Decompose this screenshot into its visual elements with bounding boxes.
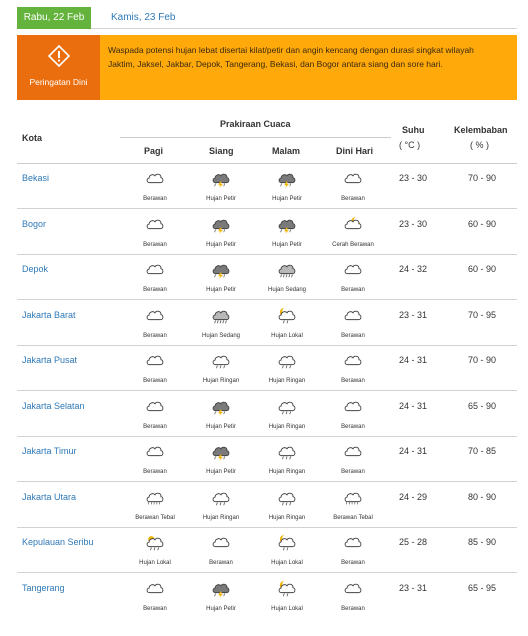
forecast-label: Hujan Lokal: [139, 560, 171, 566]
forecast-cell-pagi: [120, 169, 190, 207]
light-rain-icon: [276, 488, 298, 508]
tab-kamis[interactable]: Kamis, 23 Feb: [111, 12, 176, 23]
city-link[interactable]: Jakarta Pusat: [22, 355, 78, 365]
cloud-icon: [144, 169, 166, 189]
city-link[interactable]: Bogor: [22, 218, 47, 229]
rain-icon: [276, 260, 298, 280]
heavy-cloud-icon: [144, 488, 166, 508]
forecast-label: Hujan Petir: [206, 605, 236, 612]
forecast-cell-pagi: [120, 215, 190, 253]
forecast-label: Hujan Ringan: [268, 423, 306, 430]
forecast-label: Cerah Berawan: [332, 241, 374, 248]
forecast-label: Hujan Petir: [206, 287, 236, 293]
forecast-cell-siang: [186, 442, 256, 480]
humidity-value: 70 - 90: [467, 355, 497, 365]
date-tabs: [17, 7, 517, 29]
thunderstorm-icon: [210, 215, 232, 235]
forecast-label: Berawan: [143, 287, 167, 293]
early-warning-badge: [17, 35, 100, 100]
moon-rain-icon: [276, 579, 298, 599]
cloud-icon: [342, 169, 364, 189]
city-link[interactable]: Kepulauan Seribu: [22, 537, 94, 547]
temperature-value: 24 - 29: [398, 491, 428, 502]
light-rain-icon: [276, 351, 298, 371]
forecast-cell-pagi: [120, 397, 190, 435]
forecast-label: Hujan Ringan: [202, 378, 240, 384]
temperature-value: 23 - 31: [398, 582, 428, 593]
forecast-label: Berawan: [341, 332, 365, 339]
forecast-cell-siang: [186, 260, 256, 298]
moon-rain-icon: [276, 306, 298, 326]
thunderstorm-icon: [210, 397, 232, 417]
forecast-label: Hujan Petir: [206, 469, 236, 475]
cloud-icon: [342, 351, 364, 371]
city-link[interactable]: Jakarta Utara: [22, 491, 77, 502]
table-row: [17, 255, 517, 300]
header-dini-hari: Dini Hari: [336, 146, 374, 156]
forecast-label: Hujan Sedang: [201, 332, 241, 339]
forecast-cell-dini: [318, 260, 388, 298]
forecast-label: Berawan: [143, 332, 167, 339]
table-row: [17, 392, 517, 437]
header-kelembaban-unit: ( % ): [470, 140, 489, 150]
forecast-label: Berawan: [341, 560, 365, 566]
forecast-cell-pagi: [120, 579, 190, 617]
forecast-cell-siang: [186, 306, 256, 344]
forecast-cell-malam: [252, 488, 322, 526]
moon-cloud-icon: [342, 215, 364, 235]
forecast-label: Berawan: [341, 196, 365, 202]
forecast-label: Hujan Lokal: [271, 560, 303, 566]
table-row: [17, 301, 517, 346]
forecast-label: Berawan Tebal: [135, 514, 175, 521]
forecast-cell-siang: [186, 397, 256, 435]
header-divider: [120, 137, 391, 138]
forecast-label: Berawan: [209, 560, 233, 566]
temperature-value: 24 - 31: [398, 446, 428, 456]
forecast-cell-malam: [252, 306, 322, 344]
forecast-label: Berawan: [143, 241, 167, 248]
forecast-label: Hujan Ringan: [268, 514, 306, 521]
forecast-cell-siang: [186, 579, 256, 617]
forecast-cell-dini: [318, 306, 388, 344]
cloud-icon: [144, 579, 166, 599]
cloud-icon: [144, 351, 166, 371]
forecast-cell-dini: [318, 169, 388, 207]
temperature-value: 25 - 28: [398, 537, 428, 547]
header-kota: Kota: [22, 133, 42, 143]
cloud-icon: [144, 306, 166, 326]
table-row: [17, 528, 517, 573]
forecast-cell-pagi: [120, 351, 190, 389]
forecast-cell-pagi: [120, 488, 190, 526]
cloud-icon: [342, 306, 364, 326]
thunderstorm-icon: [276, 215, 298, 235]
thunderstorm-icon: [210, 260, 232, 280]
forecast-cell-dini: [318, 215, 388, 253]
forecast-cell-malam: [252, 215, 322, 253]
forecast-label: Hujan Petir: [206, 423, 236, 430]
forecast-label: Berawan: [341, 469, 365, 475]
forecast-cell-dini: [318, 351, 388, 389]
cloud-icon: [342, 442, 364, 462]
rain-icon: [210, 306, 232, 326]
header-suhu: Suhu: [402, 125, 425, 135]
forecast-cell-siang: [186, 488, 256, 526]
header-prakiraan-cuaca: Prakiraan Cuaca: [220, 119, 291, 129]
heavy-cloud-icon: [342, 488, 364, 508]
forecast-cell-dini: [318, 488, 388, 526]
cloud-icon: [342, 397, 364, 417]
city-link[interactable]: Jakarta Barat: [22, 309, 76, 320]
cloud-icon: [144, 397, 166, 417]
warning-icon: [47, 44, 71, 68]
table-row: [17, 164, 517, 209]
forecast-cell-malam: [252, 169, 322, 207]
table-row: [17, 437, 517, 482]
forecast-label: Berawan: [143, 605, 167, 612]
forecast-label: Hujan Petir: [272, 196, 302, 202]
light-rain-icon: [210, 488, 232, 508]
sun-rain-icon: [144, 533, 166, 553]
forecast-label: Hujan Lokal: [271, 605, 303, 612]
forecast-cell-dini: [318, 579, 388, 617]
forecast-label: Hujan Petir: [272, 241, 302, 248]
forecast-label: Berawan: [143, 196, 167, 202]
forecast-label: Berawan: [143, 423, 167, 430]
forecast-label: Berawan: [341, 378, 365, 384]
temperature-value: 23 - 30: [398, 218, 428, 229]
forecast-cell-malam: [252, 397, 322, 435]
temperature-value: 23 - 30: [398, 173, 428, 183]
city-link[interactable]: Bekasi: [22, 173, 50, 183]
humidity-value: 60 - 90: [467, 218, 497, 229]
cloud-icon: [144, 215, 166, 235]
forecast-cell-siang: [186, 215, 256, 253]
light-rain-icon: [210, 351, 232, 371]
thunderstorm-icon: [210, 579, 232, 599]
forecast-label: Hujan Sedang: [267, 287, 307, 293]
forecast-cell-siang: [186, 169, 256, 207]
forecast-cell-malam: [252, 533, 322, 571]
tab-rabu[interactable]: Rabu, 22 Feb: [17, 7, 91, 29]
temperature-value: 23 - 31: [398, 309, 428, 320]
forecast-cell-siang: [186, 351, 256, 389]
forecast-cell-dini: [318, 397, 388, 435]
forecast-cell-malam: [252, 442, 322, 480]
early-warning-banner: [17, 35, 517, 100]
temperature-value: 24 - 31: [398, 400, 428, 411]
header-siang: Siang: [209, 146, 234, 156]
city-link[interactable]: Jakarta Timur: [22, 446, 77, 456]
forecast-label: Berawan: [143, 469, 167, 475]
cloud-icon: [342, 579, 364, 599]
forecast-cell-dini: [318, 533, 388, 571]
humidity-value: 65 - 95: [467, 582, 497, 593]
forecast-label: Berawan Tebal: [333, 514, 373, 521]
light-rain-icon: [276, 442, 298, 462]
thunderstorm-icon: [210, 169, 232, 189]
forecast-cell-pagi: [120, 306, 190, 344]
humidity-value: 80 - 90: [467, 491, 497, 502]
city-link[interactable]: Tangerang: [22, 582, 65, 593]
table-row: [17, 574, 517, 619]
temperature-value: 24 - 32: [398, 264, 428, 274]
table-header: [17, 112, 517, 164]
city-link[interactable]: Depok: [22, 264, 49, 274]
header-kelembaban: Kelembaban: [454, 125, 508, 135]
header-pagi: Pagi: [144, 146, 164, 156]
cloud-icon: [144, 442, 166, 462]
forecast-cell-pagi: [120, 442, 190, 480]
forecast-label: Berawan: [341, 605, 365, 612]
table-row: [17, 210, 517, 255]
early-warning-text: Waspada potensi hujan lebat disertai kilat/petir dan angin kencang dengan durasi singkat wilayah Jaktim, Jaksel, Jakbar, Depok, Tangerang, Bekasi, dan Bogor antara siang dan sore hari.: [108, 45, 474, 69]
early-warning-label: Peringatan Dini: [29, 77, 88, 87]
table-row: [17, 483, 517, 528]
cloud-icon: [342, 533, 364, 553]
forecast-label: Hujan Ringan: [202, 514, 240, 521]
humidity-value: 65 - 90: [467, 400, 497, 411]
forecast-label: Hujan Ringan: [268, 378, 306, 384]
forecast-cell-pagi: [120, 260, 190, 298]
temperature-value: 24 - 31: [398, 355, 428, 365]
humidity-value: 70 - 90: [467, 173, 497, 183]
cloud-icon: [342, 260, 364, 280]
header-malam: Malam: [272, 146, 301, 156]
forecast-cell-malam: [252, 579, 322, 617]
thunderstorm-icon: [210, 442, 232, 462]
forecast-cell-pagi: [120, 533, 190, 571]
table-row: [17, 346, 517, 391]
light-rain-icon: [276, 397, 298, 417]
forecast-cell-dini: [318, 442, 388, 480]
humidity-value: 70 - 95: [467, 309, 497, 320]
forecast-label: Berawan: [143, 378, 167, 384]
forecast-label: Hujan Lokal: [271, 332, 303, 339]
city-link[interactable]: Jakarta Selatan: [22, 400, 85, 411]
humidity-value: 85 - 90: [467, 537, 497, 547]
forecast-label: Berawan: [341, 423, 365, 430]
forecast-cell-malam: [252, 351, 322, 389]
header-suhu-unit: ( °C ): [399, 140, 421, 150]
forecast-label: Hujan Petir: [206, 241, 236, 248]
cloud-icon: [210, 533, 232, 553]
forecast-cell-siang: [186, 533, 256, 571]
humidity-value: 60 - 90: [467, 264, 497, 274]
thunderstorm-icon: [276, 169, 298, 189]
moon-rain-icon: [276, 533, 298, 553]
forecast-label: Berawan: [341, 287, 365, 293]
forecast-label: Hujan Ringan: [268, 469, 306, 475]
forecast-cell-malam: [252, 260, 322, 298]
cloud-icon: [144, 260, 166, 280]
forecast-label: Hujan Petir: [206, 196, 236, 202]
humidity-value: 70 - 85: [467, 446, 497, 456]
